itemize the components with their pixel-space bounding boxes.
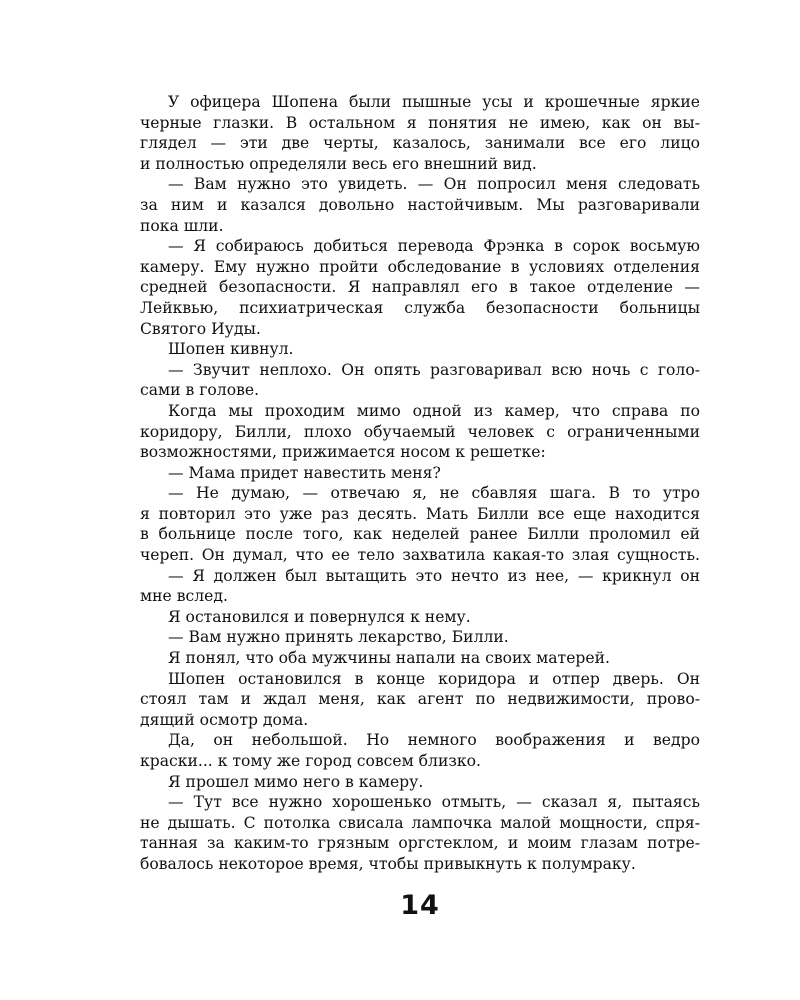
text-line: — Тут все нужно хорошенько отмыть, — сказал я, пытаясь bbox=[168, 793, 700, 812]
text-line: — Я должен был вытащить это нечто из нее, — крикнул он bbox=[168, 566, 700, 585]
text-line: — Я собираюсь добиться перевода Фрэнка в сорок восьмую bbox=[168, 237, 700, 256]
text-line: Святого Иуды. bbox=[140, 319, 261, 338]
text-line: за ним и казался довольно настойчивым. Мы разговаривали bbox=[140, 195, 700, 214]
text-line: — Звучит неплохо. Он опять разговаривал всю ночь с голо- bbox=[168, 360, 700, 379]
text-line: Я понял, что оба мужчины напали на своих матерей. bbox=[168, 649, 610, 668]
text-line: глядел — эти две черты, казалось, занимали все его лицо bbox=[140, 134, 700, 153]
text-line: черные глазки. В остальном я понятия не имею, как он вы- bbox=[140, 113, 700, 132]
text-line: стоял там и ждал меня, как агент по недвижимости, прово- bbox=[140, 690, 700, 709]
text-line: Шопен кивнул. bbox=[168, 340, 294, 359]
text-line: Шопен остановился в конце коридора и отпер дверь. Он bbox=[168, 669, 700, 688]
text-line: краски... к тому же город совсем близко. bbox=[140, 752, 481, 770]
text-line: мне вслед. bbox=[140, 587, 228, 606]
text-line: — Не думаю, — отвечаю я, не сбавляя шага. В то утро bbox=[168, 484, 700, 503]
text-line: возможностями, прижимается носом к решетке: bbox=[140, 443, 546, 462]
text-line: — Вам нужно это увидеть. — Он попросил меня следовать bbox=[168, 175, 700, 194]
text-line: дящий осмотр дома. bbox=[140, 710, 309, 729]
text-line: и полностью определяли весь его внешний вид. bbox=[140, 154, 537, 173]
text-line: я повторил это уже раз десять. Мать Билли все еще находится bbox=[140, 504, 700, 523]
text-line: танная за каким-то грязным оргстеклом, и моим глазам потре- bbox=[140, 834, 700, 853]
body-text bbox=[140, 92, 700, 875]
text-line: череп. Он думал, что ее тело захватила какая-то злая сущность. bbox=[140, 546, 700, 565]
text-line: Я остановился и повернулся к нему. bbox=[168, 607, 471, 626]
text-line: Лейквью, психиатрическая служба безопасности больницы bbox=[140, 298, 700, 317]
text-line: Я прошел мимо него в камеру. bbox=[168, 772, 424, 791]
text-line: не дышать. С потолка свисала лампочка малой мощности, спря- bbox=[140, 813, 700, 832]
text-line: Да, он небольшой. Но немного воображения и ведро bbox=[168, 731, 700, 750]
text-line: бовалось некоторое время, чтобы привыкнуть к полумраку. bbox=[140, 854, 636, 873]
text-line: средней безопасности. Я направлял его в такое отделение — bbox=[140, 278, 700, 297]
page-number: 14 bbox=[400, 890, 440, 921]
text-line: коридору, Билли, плохо обучаемый человек с ограниченными bbox=[140, 422, 700, 441]
text-line: сами в голове. bbox=[140, 381, 260, 400]
text-line: У офицера Шопена были пышные усы и крошечные яркие bbox=[168, 93, 700, 111]
text-line: пока шли. bbox=[140, 216, 224, 235]
text-line: Когда мы проходим мимо одной из камер, что справа по bbox=[168, 401, 700, 420]
text-line: в больнице после того, как неделей ранее Билли проломил ей bbox=[140, 525, 700, 544]
text-line: камеру. Ему нужно пройти обследование в условиях отделения bbox=[140, 257, 700, 276]
text-line: — Вам нужно принять лекарство, Билли. bbox=[168, 628, 509, 647]
text-line: — Мама придет навестить меня? bbox=[168, 463, 441, 482]
